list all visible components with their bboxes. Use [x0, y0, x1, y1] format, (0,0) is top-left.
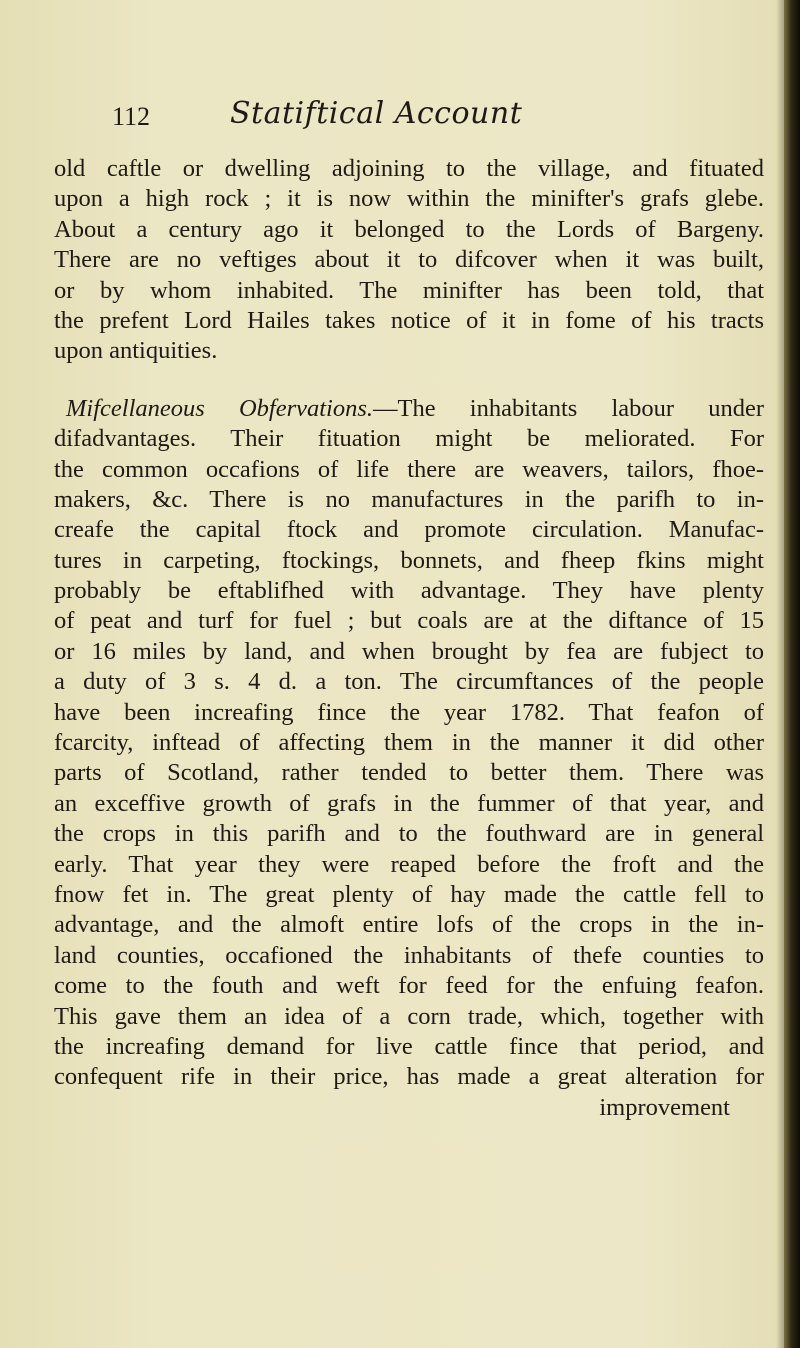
text-line: or 16 miles by land, and when brought by fea are fubject to: [54, 637, 764, 665]
text-line: of peat and turf for fuel ; but coals are at the diftance of 15: [54, 607, 764, 635]
text-line: fnow fet in. The great plenty of hay made the cattle fell to: [54, 880, 764, 908]
page-header: [0, 96, 800, 146]
text-line: upon a high rock ; it is now within the minifter's grafs glebe.: [54, 185, 764, 213]
text-line: About a century ago it belonged to the Lords of Bargeny.: [54, 215, 764, 243]
text-line-heading: [54, 394, 764, 424]
text-line: the crops in this parifh and to the fouthward are in general: [54, 820, 764, 848]
text-line: This gave them an idea of a corn trade, which, together with: [54, 1002, 764, 1030]
text-line: old caftle or dwelling adjoining to the village, and fituated: [54, 155, 764, 182]
text-line: the prefent Lord Hailes takes notice of it in fome of his tracts: [54, 306, 764, 334]
text-line: advantage, and the almoft entire lofs of the crops in the in-: [54, 911, 764, 939]
text-line: early. That year they were reaped before the froft and the: [54, 850, 764, 878]
heading-rest: —The inhabitants labour under: [373, 394, 764, 422]
text-line: an exceffive growth of grafs in the fummer of that year, and: [54, 789, 764, 817]
paragraph-castle: [54, 154, 764, 367]
text-line: probably be eftablifhed with advantage. They have plenty: [54, 577, 764, 605]
text-line: makers, &c. There is no manufactures in the parifh to in-: [54, 485, 764, 513]
page-gutter-shadow: [776, 0, 784, 1348]
section-heading: Mifcellaneous Obfervations.: [66, 394, 374, 422]
text-line: parts of Scotland, rather tended to better them. There was: [54, 759, 764, 787]
text-line: the common occafions of life there are weavers, tailors, fhoe-: [54, 455, 764, 483]
text-line: or by whom inhabited. The minifter has been told, that: [54, 276, 764, 304]
text-line: creafe the capital ftock and promote circulation. Manufac-: [54, 516, 764, 544]
running-title: Statiftical Account: [230, 96, 523, 131]
paragraph-miscellaneous: [54, 394, 764, 1123]
body-text: [54, 154, 764, 1123]
text-line: come to the fouth and weft for feed for the enfuing feafon.: [54, 972, 764, 1000]
text-line: a duty of 3 s. 4 d. a ton. The circumftances of the people: [54, 668, 764, 696]
text-line: tures in carpeting, ftockings, bonnets, and fheep fkins might: [54, 546, 764, 574]
book-spine: [784, 0, 800, 1348]
text-line: difadvantages. Their fituation might be meliorated. For: [54, 425, 764, 453]
text-line: confequent rife in their price, has made a great alteration for: [54, 1063, 764, 1091]
text-line: land counties, occafioned the inhabitants of thefe counties to: [54, 941, 764, 969]
text-line: fcarcity, inftead of affecting them in the manner it did other: [54, 729, 764, 757]
text-line: upon antiquities.: [54, 337, 218, 365]
catchword: improvement: [599, 1093, 730, 1121]
text-line: There are no veftiges about it to difcover when it was built,: [54, 246, 764, 274]
page-number: 112: [112, 102, 151, 131]
text-line: have been increafing fince the year 1782. That feafon of: [54, 698, 764, 726]
text-line: the increafing demand for live cattle fince that period, and: [54, 1032, 764, 1060]
